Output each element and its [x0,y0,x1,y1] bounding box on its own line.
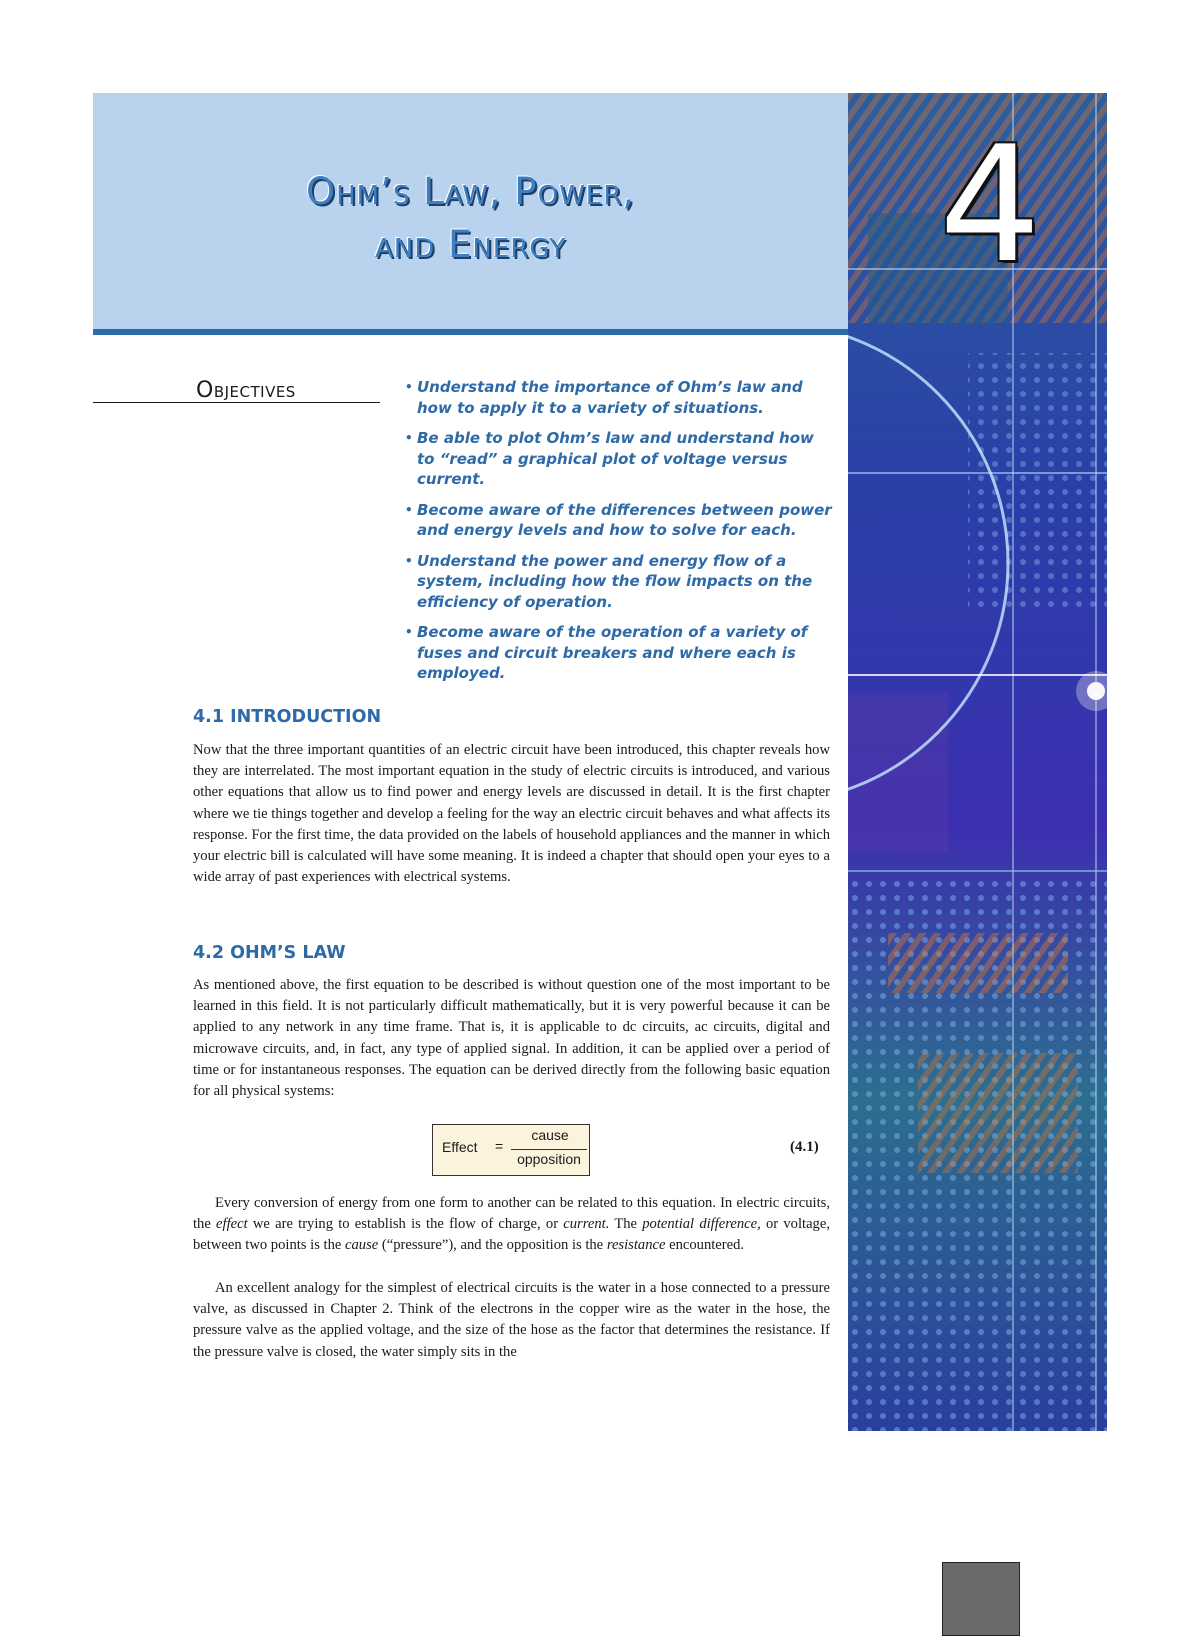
text-run: The [609,1216,643,1233]
chapter-title [93,165,848,271]
objective-item: • Become aware of the operation of a variety of fuses and circuit breakers and where each is employed. [405,622,835,684]
objectives-list [405,377,835,694]
equation-numerator: cause [531,1127,569,1143]
equation-fraction-bar [511,1149,587,1150]
equation-equals: = [495,1138,504,1154]
italic-term: resistance [606,1237,666,1254]
italic-term: cause [345,1237,379,1254]
italic-term: effect [216,1216,248,1233]
objective-item: • Be able to plot Ohm’s law and understand how to “read” a graphical plot of voltage versus current. [405,428,835,490]
text-run: or voltage, between two points is the [193,1216,830,1254]
equation-number: (4.1) [790,1139,819,1155]
objectives-heading: Objectives [196,378,296,403]
section-heading-ohms-law: 4.2 OHM’S LAW [193,943,346,963]
text-run: Every conversion of energy from one form to another can be related to this equation. In electric circuits, the [193,1195,830,1233]
text-run: we are trying to establish is the flow of charge, or [247,1216,564,1233]
hose-analogy-paragraph [193,1278,830,1363]
section-heading-introduction: 4.1 INTRODUCTION [193,707,382,727]
italic-term: current. [563,1216,610,1233]
equation-box [432,1124,590,1176]
equation-lhs: Effect [442,1139,478,1155]
chapter-title-line2: and Energy [374,223,567,266]
text-run: encountered. [665,1237,745,1254]
equation-denominator: opposition [517,1151,581,1167]
chapter-title-line1: Ohm’s Law, Power, [305,170,636,213]
objective-item: • Understand the power and energy flow of a system, including how the flow impacts on the efficiency of operation. [405,551,835,613]
text-run: (“pressure”), and the opposition is the [378,1237,607,1254]
vir-triangle-icon [942,1562,1018,1634]
ohms-law-paragraph: As mentioned above, the first equation to be described is without question one of the most important to be learned in this field. It is not particularly difficult mathematically, but it is very powerful because it can be applied to any network in any time frame. That is, it is applicable to dc circuits, ac circuits, digital and microwave circuits, and, in fact, any type of applied signal. In addition, it can be applied over a period of time or for instantaneous responses. The equation can be derived directly from the following basic equation for all physical systems: [193,977,830,1100]
text-run: An excellent analogy for the simplest of electrical circuits is the water in a hose connected to a pressure valve, as discussed in Chapter 2. Think of the electrons in the copper wire as the water in the hose, the pressure valve as the applied voltage, and the size of the hose as the factor that determines the resistance. If the pressure valve is closed, the water simply sits in the [193,1280,830,1360]
effect-cause-paragraph [193,1193,830,1257]
italic-term: potential difference, [642,1216,761,1233]
objective-item: • Become aware of the differences between power and energy levels and how to solve for each. [405,500,835,541]
objective-item: • Understand the importance of Ohm’s law and how to apply it to a variety of situations. [405,377,835,418]
chapter-number: 4 [939,111,1041,298]
introduction-paragraph: Now that the three important quantities of an electric circuit have been introduced, this chapter reveals how they are interrelated. The most important equation in the study of electric circuits is introduced, and various other equations that allow us to find power and energy levels are discussed in detail. It is the first chapter where we tie things together and develop a feeling for the way an electric circuit behaves and what affects its response. For the first time, the data provided on the labels of household appliances and the manner in which your electric bill is calculated will have some meaning. It is indeed a chapter that should open your eyes to a wide array of past experiences with electrical systems. [193,742,830,886]
title-rule [93,329,848,335]
